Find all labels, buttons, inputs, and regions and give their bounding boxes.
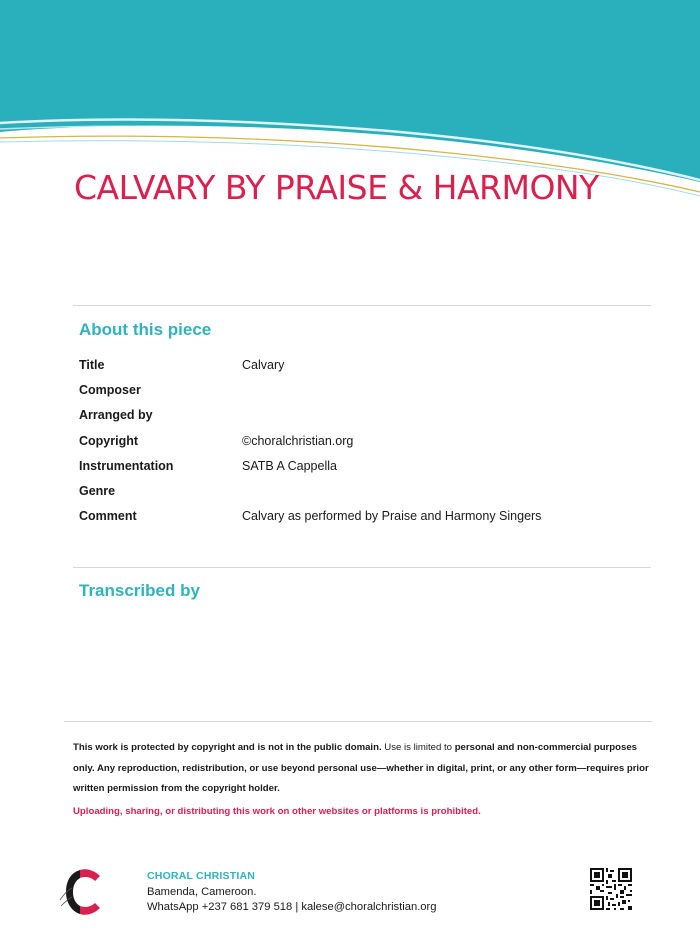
about-row bbox=[79, 403, 541, 428]
divider-top bbox=[73, 305, 651, 306]
about-row-value: ©choralchristian.org bbox=[242, 433, 354, 448]
copyright-notice bbox=[73, 738, 653, 800]
about-row bbox=[79, 453, 541, 478]
footer-location: Bamenda, Cameroon. bbox=[147, 885, 257, 898]
about-row-label: Copyright bbox=[79, 433, 139, 448]
about-row-label: Composer bbox=[79, 382, 141, 397]
about-row-label: Genre bbox=[79, 484, 116, 499]
notice-plain: Use is limited to bbox=[381, 742, 455, 753]
about-row bbox=[79, 377, 541, 402]
about-row-label: Comment bbox=[79, 509, 137, 524]
about-row-label: Title bbox=[79, 357, 105, 372]
about-row-label: Arranged by bbox=[79, 408, 153, 423]
about-heading: About this piece bbox=[79, 320, 212, 339]
prohibited-notice: Uploading, sharing, or distributing this work on other websites or platforms is prohibited. bbox=[73, 806, 481, 817]
document-title: CALVARY BY PRAISE & HARMONY bbox=[74, 168, 599, 207]
footer-contact-line: WhatsApp +237 681 379 518 | kalese@choralchristian.org bbox=[147, 901, 437, 913]
footer-brand: CHORAL CHRISTIAN bbox=[147, 870, 256, 882]
about-row-value: Calvary as performed by Praise and Harmony Singers bbox=[242, 509, 542, 524]
divider-middle bbox=[73, 567, 651, 568]
about-row-value bbox=[242, 403, 541, 428]
about-row bbox=[79, 428, 541, 453]
about-row-label: Instrumentation bbox=[79, 458, 174, 473]
notice-strong-2: personal and non-commercial purposes only. Any reproduction, redistribution, or use beyond personal use—whether in digital, print, or any other form—requires prior written permission from the copyright holder. bbox=[73, 742, 649, 794]
about-table bbox=[79, 352, 541, 529]
about-row-value bbox=[242, 478, 541, 503]
transcribed-heading: Transcribed by bbox=[79, 581, 200, 600]
divider-bottom bbox=[64, 721, 652, 722]
about-row bbox=[79, 478, 541, 503]
about-row-value: Calvary bbox=[242, 357, 285, 372]
about-row bbox=[79, 352, 541, 377]
notice-strong-1: This work is protected by copyright and is not in the public domain. bbox=[73, 742, 382, 753]
about-row-value bbox=[242, 377, 541, 402]
choral-christian-logo bbox=[58, 866, 108, 918]
about-row bbox=[79, 504, 541, 529]
footer-contact bbox=[147, 869, 436, 916]
about-row-value: SATB A Cappella bbox=[242, 458, 337, 473]
qr-code-icon[interactable] bbox=[588, 866, 634, 912]
